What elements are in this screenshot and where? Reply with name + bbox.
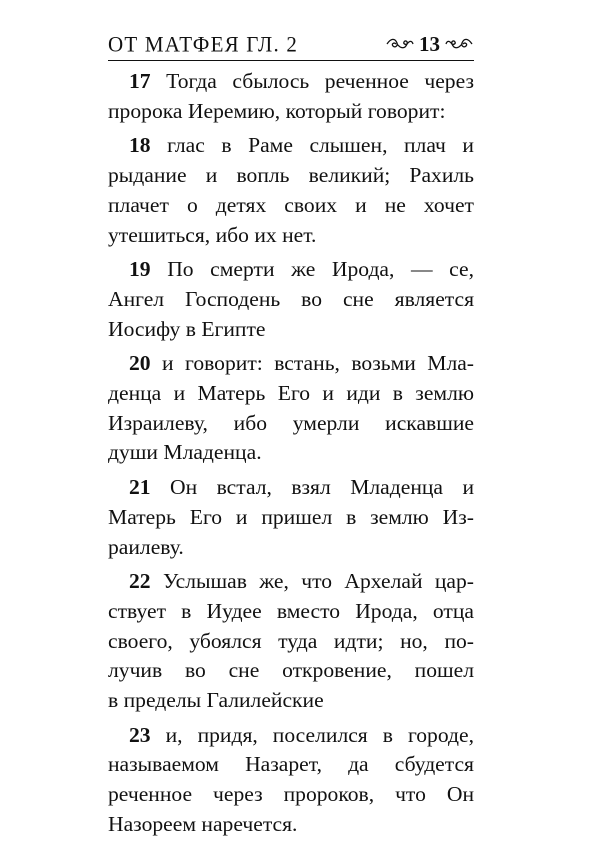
running-title: ОТ МАТФЕЯ ГЛ. 2 bbox=[108, 30, 299, 57]
verse-line: называемом Назарет, да сбудется bbox=[108, 752, 474, 777]
verse-number: 19 bbox=[129, 257, 151, 282]
verse-line: пророка Иеремию, который говорит: bbox=[108, 98, 446, 123]
verse-number: 17 bbox=[129, 69, 151, 93]
verse-line: души Младенца. bbox=[108, 440, 262, 465]
verse-line: лучив во сне откровение, пошел bbox=[108, 658, 474, 683]
verse-list bbox=[108, 67, 474, 840]
verse-number: 21 bbox=[129, 475, 151, 500]
verse-line: Иосифу в Египте bbox=[108, 316, 266, 341]
verse-number: 18 bbox=[129, 133, 151, 158]
vine-ornament-icon bbox=[444, 37, 474, 51]
verse-21 bbox=[108, 473, 474, 562]
verse-line: реченное через пророков, что Он bbox=[108, 782, 474, 807]
verse-line: в пределы Галилейские bbox=[108, 688, 324, 713]
verse-line: Назореем наречется. bbox=[108, 811, 298, 836]
verse-line: 23 и, придя, поселился в городе, bbox=[129, 722, 474, 747]
verse-line: 21 Он встал, взял Младенца и bbox=[129, 475, 474, 500]
page-number: 13 bbox=[419, 31, 440, 56]
verse-line: 22 Услышав же, что Архелай цар- bbox=[129, 569, 474, 594]
verse-19 bbox=[108, 255, 474, 344]
verse-18 bbox=[108, 131, 474, 250]
verse-line: своего, убоялся туда идти; но, по- bbox=[108, 628, 474, 653]
verse-17 bbox=[108, 67, 474, 126]
verse-number: 22 bbox=[129, 569, 151, 594]
verse-line: 19 По смерти же Ирода, — се, bbox=[129, 257, 474, 282]
verse-line: 18 глас в Раме слышен, плач и bbox=[129, 133, 474, 158]
page-number-block bbox=[385, 31, 474, 56]
verse-line: утешиться, ибо их нет. bbox=[108, 222, 317, 247]
verse-line: Израилеву, ибо умерли искавшие bbox=[108, 410, 474, 435]
vine-ornament-icon bbox=[385, 37, 415, 51]
book-page bbox=[108, 30, 474, 845]
verse-23 bbox=[108, 721, 474, 840]
verse-line: Матерь Его и пришел в землю Из- bbox=[108, 504, 474, 529]
verse-line: 17 Тогда сбылось реченное через bbox=[129, 69, 474, 93]
verse-number: 20 bbox=[129, 351, 151, 376]
verse-20 bbox=[108, 349, 474, 468]
verse-22 bbox=[108, 567, 474, 716]
verse-line: Ангел Господень во сне является bbox=[108, 286, 474, 311]
verse-line: 20 и говорит: встань, возьми Мла- bbox=[129, 351, 474, 376]
verse-line: плачет о детях своих и не хочет bbox=[108, 192, 474, 217]
verse-line: денца и Матерь Его и иди в землю bbox=[108, 381, 474, 406]
page-header bbox=[108, 30, 474, 61]
verse-line: рыдание и вопль великий; Рахиль bbox=[108, 163, 474, 188]
verse-number: 23 bbox=[129, 722, 151, 747]
verse-line: раилеву. bbox=[108, 534, 184, 559]
verse-line: ствует в Иудее вместо Ирода, отца bbox=[108, 598, 474, 623]
